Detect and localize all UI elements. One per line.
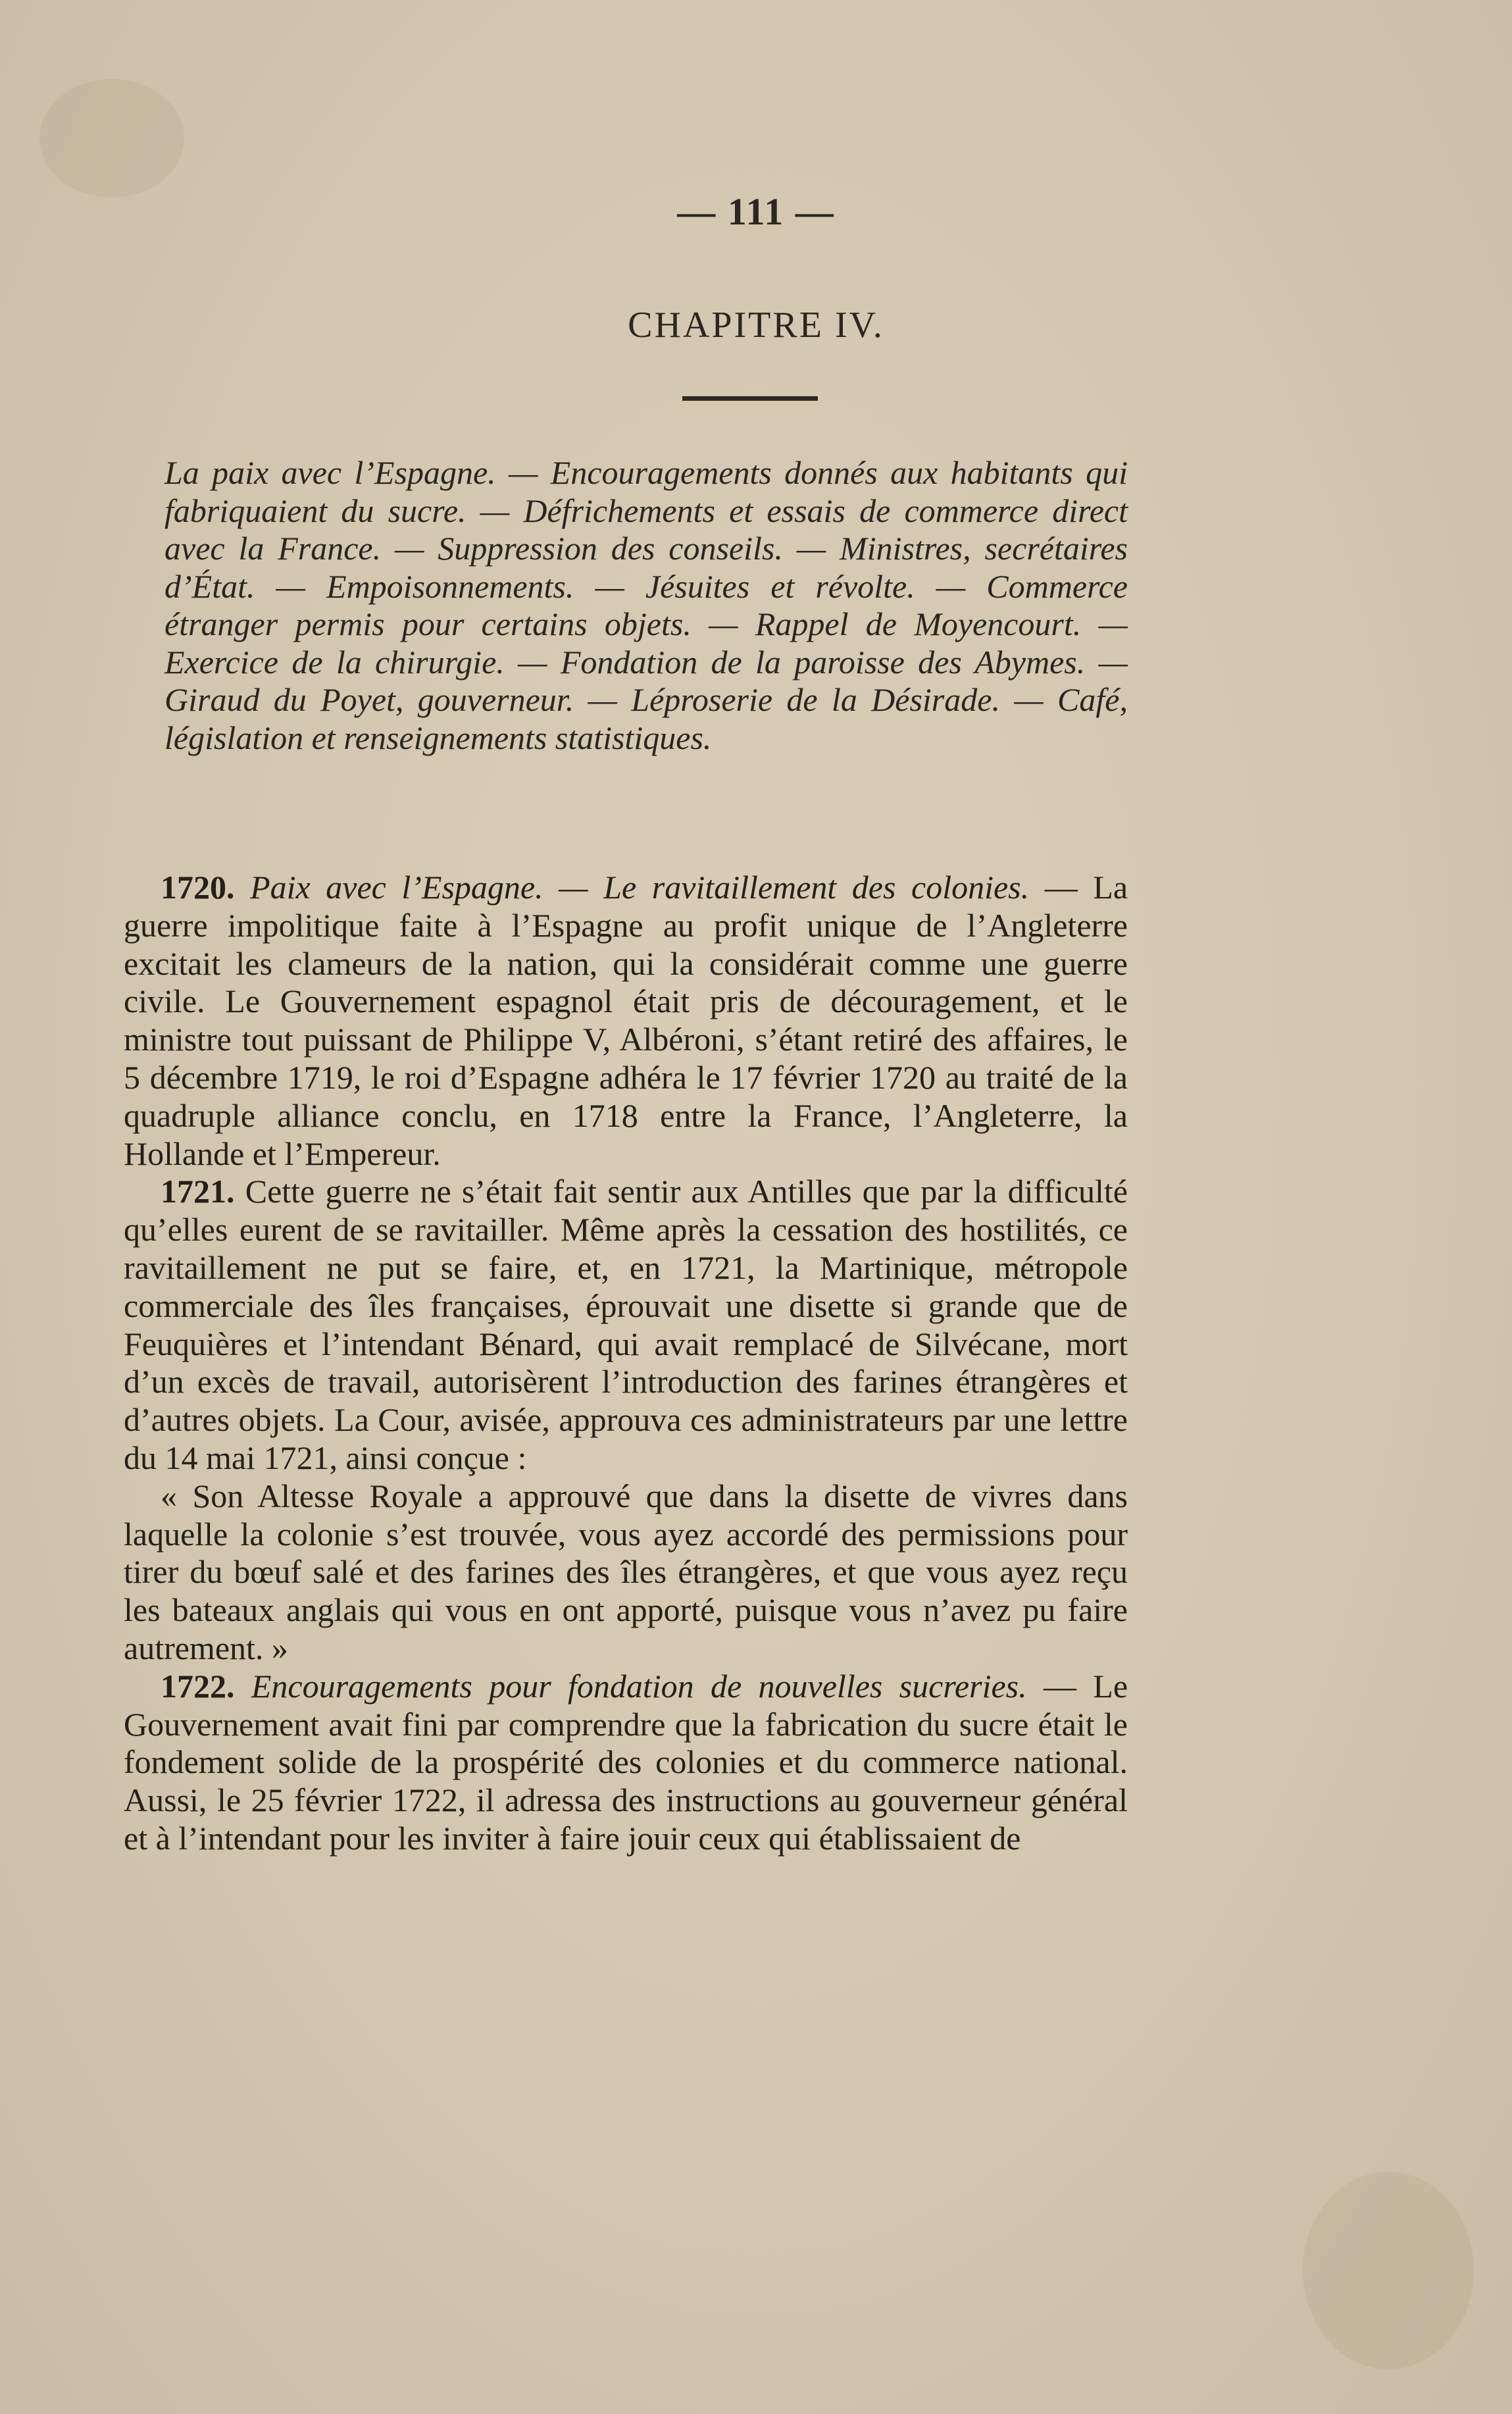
paragraph-year: 1722. — [161, 1667, 235, 1705]
chapter-summary: La paix avec l’Espagne. — Encouragements donnés aux habitants qui fabriquaient du sucre. — Défrichements et essais de commerce direct avec la France. — Suppression des conseils. — Ministres, secrétaires d’État. — Empoisonnements. — Jésuites et révolte. — Commerce étranger permis pour certains objets. — Rappel de Moyencourt. — Exercice de la chirurgie. — Fondation de la paroisse des Abymes. — Giraud du Poyet, gouverneur. — Léproserie de la Désirade. — Café, législation et renseignements statistiques. — [164, 454, 1128, 756]
paper-stain — [1303, 2172, 1474, 2369]
paragraph-1720 — [124, 869, 1128, 1173]
paragraph-text: Cette guerre ne s’était fait sentir aux Antilles que par la difficulté qu’elles eurent de se ravitailler. Même après la cessation des hostilités, ce ravitaillement ne put se faire, et, en 1721, la Martinique, métropole commerciale des îles françaises, éprouvait une disette si grande que de Feuquières et l’intendant Bénard, qui avait remplacé de Silvécane, mort d’un excès de travail, autorisèrent l’introduction des farines étrangères et d’autres objets. La Cour, avisée, approuva ces administrateurs par une lettre du 14 mai 1721, ainsi conçue : — [124, 1173, 1128, 1476]
paragraph-1721 — [124, 1173, 1128, 1477]
page-number: — 111 — — [677, 190, 835, 233]
chapter-divider — [682, 396, 818, 401]
paragraph-heading: Encouragements pour fondation de nouvelles sucreries. — [251, 1667, 1027, 1705]
paragraph-year: 1720. — [161, 869, 235, 906]
paragraph-quote — [124, 1477, 1128, 1668]
paper-stain — [39, 79, 184, 197]
chapter-title: CHAPITRE IV. — [628, 305, 884, 346]
paragraph-text: — La guerre impolitique faite à l’Espagne au profit unique de l’Angleterre excitait les clameurs de la nation, qui la considérait comme une guerre civile. Le Gouvernement espagnol était pris de découragement, et le ministre tout puissant de Philippe V, Albéroni, s’étant retiré des affaires, le 5 décembre 1719, le roi d’Espagne adhéra le 17 février 1720 au traité de la quadruple alliance conclu, en 1718 entre la France, l’Angleterre, la Hollande et l’Empereur. — [124, 869, 1128, 1172]
paragraph-year: 1721. — [161, 1173, 235, 1210]
paragraph-text: « Son Altesse Royale a approuvé que dans la disette de vivres dans laquelle la colonie s’est trouvée, vous ayez accordé des permissions pour tirer du bœuf salé et des farines des îles étrangères, et que vous ayez reçu les bateaux anglais qui vous en ont apporté, puisque vous n’avez pu faire autrement. » — [124, 1477, 1128, 1666]
paragraph-1722 — [124, 1668, 1128, 1858]
paragraph-heading: Paix avec l’Espagne. — Le ravitaillement des colonies. — [250, 869, 1030, 906]
paragraph-text: — Le Gouvernement avait fini par comprendre que la fabrication du sucre était le fondement solide de la prospérité des colonies et du commerce national. Aussi, le 25 février 1722, il adressa des instructions au gouverneur général et à l’intendant pour les inviter à faire jouir ceux qui établissaient de — [124, 1667, 1128, 1857]
chapter-body — [124, 869, 1128, 1858]
